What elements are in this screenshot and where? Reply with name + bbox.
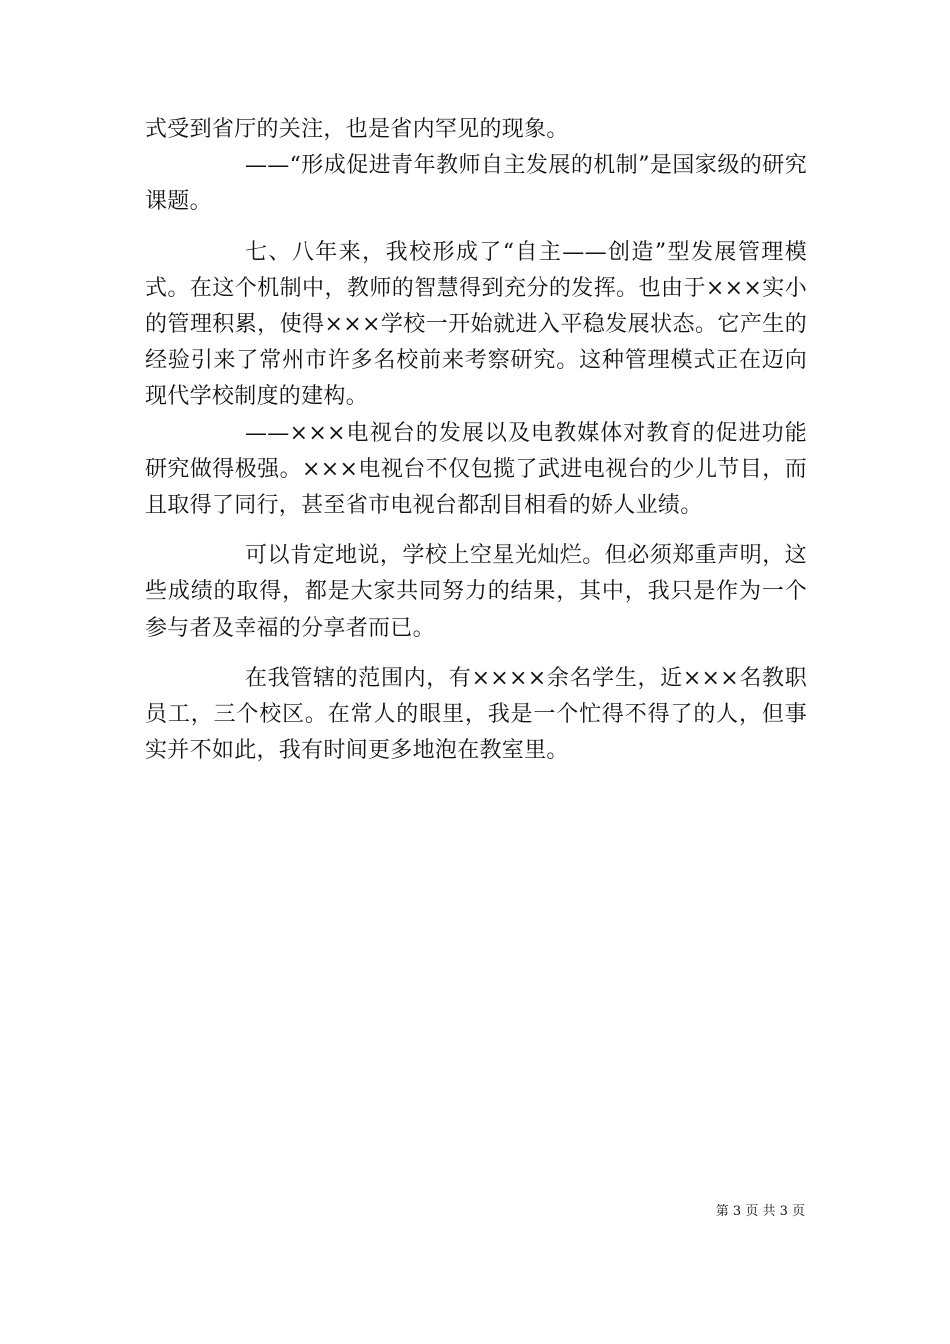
paragraph-management-model: 七、八年来，我校形成了“自主——创造”型发展管理模式。在这个机制中，教师的智慧得到充分的发挥。也由于×××实小的管理积累，使得×××学校一开始就进入平稳发展状态。它产生的经验引来了常州市许多名校前来考察研究。这种管理模式正在迈向现代学校制度的建构。	[145, 239, 807, 410]
paragraph-research-topic: ——“形成促进青年教师自主发展的机制”是国家级的研究课题。	[145, 153, 807, 215]
body-text	[145, 112, 807, 769]
page-number-footer: 第 3 页 共 3 页	[715, 1204, 805, 1219]
paragraph-school-scope: 在我管辖的范围内，有××××余名学生，近×××名教职员工，三个校区。在常人的眼里，我是一个忙得不得了的人，但事实并不如此，我有时间更多地泡在教室里。	[145, 665, 807, 764]
paragraph-continuation: 式受到省厅的关注，也是省内罕见的现象。	[145, 117, 569, 142]
paragraph-tv-station: ——×××电视台的发展以及电教媒体对教育的促进功能研究做得极强。×××电视台不仅包揽了武进电视台的少儿节目，而且取得了同行，甚至省市电视台都刮目相看的娇人业绩。	[145, 420, 807, 519]
paragraph-achievements: 可以肯定地说，学校上空星光灿烂。但必须郑重声明，这些成绩的取得，都是大家共同努力的结果，其中，我只是作为一个参与者及幸福的分享者而已。	[145, 543, 807, 641]
